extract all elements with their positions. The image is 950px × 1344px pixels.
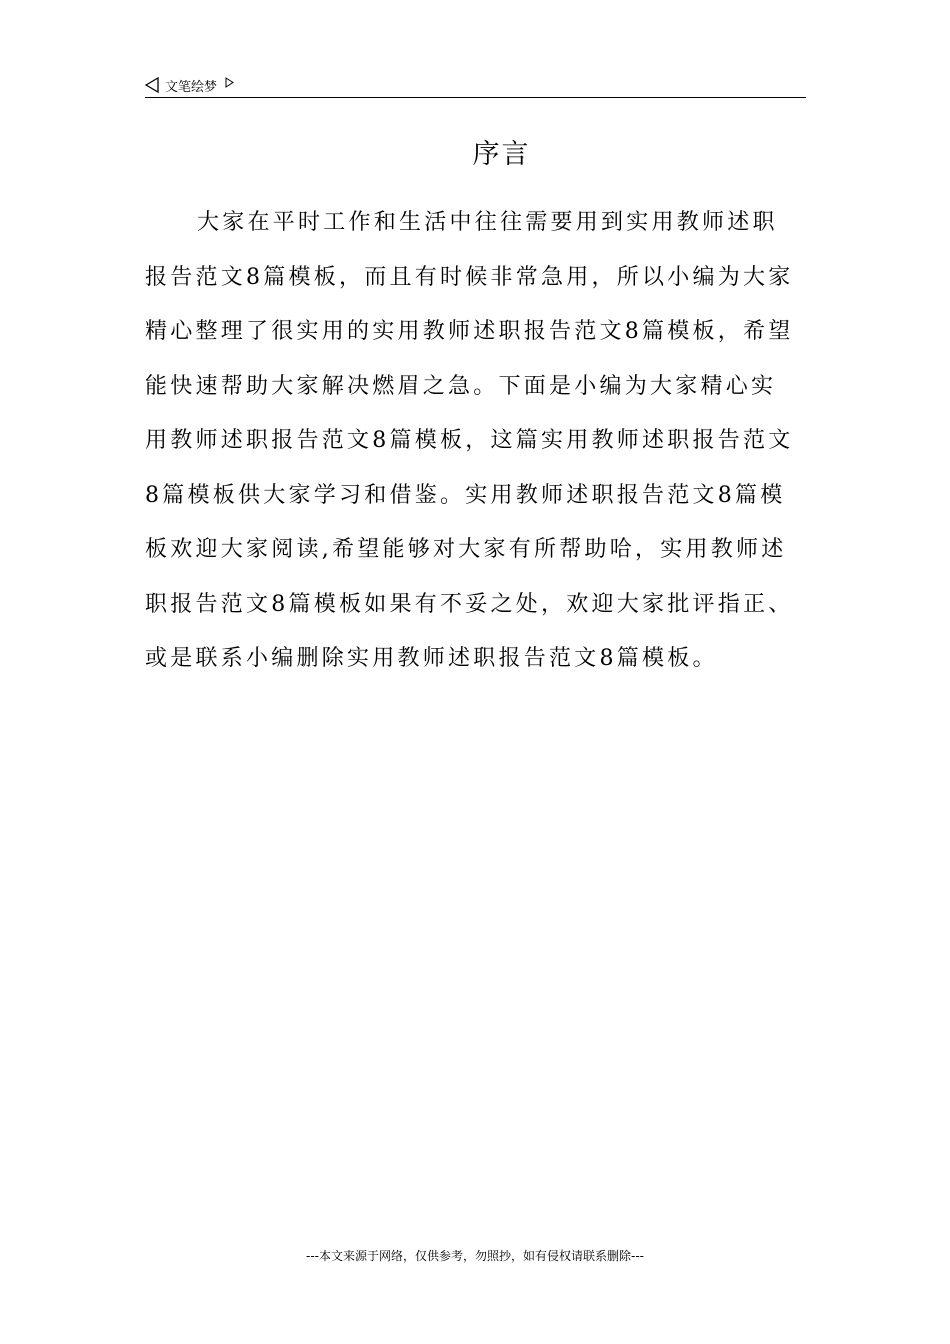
page-header [145,74,806,96]
paragraph-line: 职报告范文8篇模板如果有不妥之处，欢迎大家批评指正、 [145,591,794,617]
paragraph-line: 能快速帮助大家解决燃眉之急。下面是小编为大家精心实 [145,373,777,399]
paragraph-line: 8篇模板供大家学习和借鉴。实用教师述职报告范文8篇模 [145,482,786,508]
page-title: 序言 [472,139,531,170]
header-divider [145,97,806,98]
body-paragraph [145,196,806,687]
paragraph-line: 用教师述职报告范文8篇模板，这篇实用教师述职报告范文 [145,428,794,453]
paragraph-line: 板欢迎大家阅读,希望能够对大家有所帮助哈，实用教师述 [145,537,787,562]
page-footer: ---本文来源于网络，仅供参考，勿照抄，如有侵权请联系删除--- [306,1249,644,1263]
triangle-left-icon [145,77,159,93]
paragraph-line: 报告范文8篇模板，而且有时候非常急用，所以小编为大家 [145,264,794,290]
paragraph-line: 精心整理了很实用的实用教师述职报告范文8篇模板，希望 [145,319,794,344]
paragraph-line: 大家在平时工作和生活中往往需要用到实用教师述职 [197,210,778,235]
paragraph-line: 或是联系小编删除实用教师述职报告范文8篇模板。 [145,646,718,671]
triangle-right-icon [225,77,234,88]
header-brand: 文笔绘梦 [165,79,218,95]
